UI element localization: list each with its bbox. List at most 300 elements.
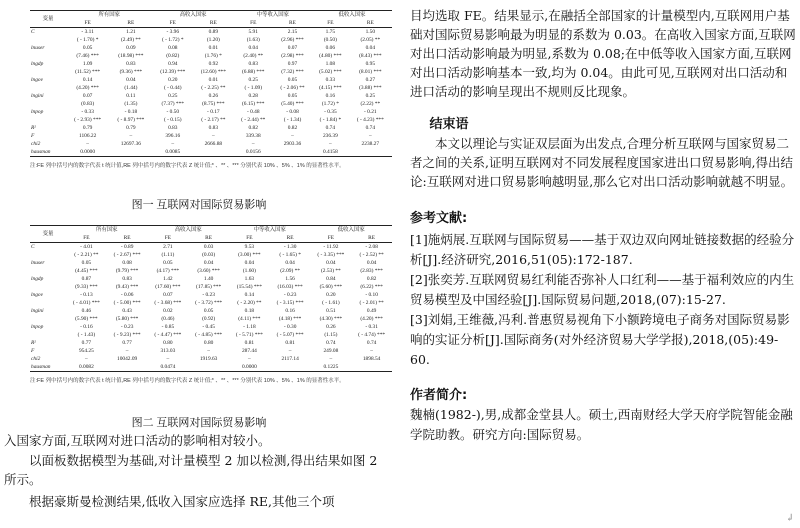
table-cell: – — [166, 356, 170, 362]
table-cell — [351, 363, 392, 372]
conclusion-paragraph: 本文以理论与实证双层面为出发点,合理分析互联网与国家贸易二者之间的关系,证明互联网对不同发展程度国家进出口贸易影响,得出结论:互联网对进口贸易影响越明显,那么它对出口活动影响就越不明显。 — [410, 136, 794, 189]
table-cell: (0.92) — [202, 316, 216, 322]
table-cell: (1.35) — [124, 101, 138, 107]
table-cell: (0.46) — [161, 316, 175, 322]
table-cell: ( - 1.09) — [244, 85, 262, 91]
table-cell: 0.04 — [244, 260, 255, 266]
reference-1: [1]施炳展.互联网与国际贸易——基于双边双向网址链接数据的经验分析[J].经济研究,2016,51(05):172-187. — [410, 232, 795, 267]
row-variable: lngini — [31, 93, 44, 99]
table-cell: (4.80) *** — [319, 53, 342, 59]
table-cell: ( - 4.01) *** — [72, 300, 100, 306]
table-cell: 9.53 — [244, 244, 255, 250]
table-cell: 0.20 — [326, 292, 336, 298]
table-cell: (12.60) *** — [200, 69, 226, 75]
table-cell: 0.77 — [81, 340, 92, 346]
table-cell: (8.01) *** — [359, 69, 382, 75]
header-subcol: RE — [270, 234, 311, 243]
table-cell: 0.08 — [122, 260, 132, 266]
table-cell: (4.17) *** — [156, 268, 180, 274]
table-cell: - 0.48 — [246, 109, 260, 115]
table-cell: - 0.17 — [207, 109, 220, 115]
row-variable — [30, 299, 66, 307]
table-cell: - 0.21 — [364, 109, 377, 115]
table-cell: - 0.13 — [80, 292, 93, 298]
table-cell: - 0.23 — [283, 292, 297, 298]
regression-table-1 — [30, 10, 392, 157]
table-cell: 0.05 — [203, 308, 214, 314]
table-cell: (0.50) — [323, 37, 337, 43]
table-cell: 1106.22 — [78, 133, 97, 139]
table-cell — [188, 363, 229, 372]
table-row — [30, 275, 392, 283]
table-cell: ( - 2.06) ** — [280, 85, 305, 91]
row-variable — [30, 36, 66, 44]
table-cell: ( - 3.15) *** — [276, 300, 304, 306]
table-cell: (1.44) — [124, 85, 138, 91]
table-cell: 0.04 — [285, 260, 295, 266]
table-cell: 0.82 — [366, 276, 377, 282]
table-cell: ( - 2.44) ** — [241, 117, 266, 123]
table-cell — [273, 148, 312, 157]
table-cell: (9.36) *** — [119, 69, 143, 75]
table-row — [30, 84, 392, 92]
table-cell: (4.20) *** — [76, 85, 99, 91]
table-cell: - 0.85 — [161, 324, 175, 330]
row-variable: F — [31, 348, 35, 354]
table-cell: 0.74 — [326, 340, 336, 346]
table-cell: (2.83) *** — [360, 268, 383, 274]
row-variable: lnpop — [31, 324, 44, 330]
table-cell: ( - 1.70) * — [76, 37, 99, 43]
table-cell: ( - 4.23) *** — [356, 117, 384, 123]
row-variable: hausman — [30, 363, 66, 372]
table-cell — [270, 363, 311, 372]
table-cell: - 0.89 — [120, 244, 134, 250]
table-cell: 0.05 — [163, 260, 173, 266]
table-cell: 0.05 — [287, 93, 298, 99]
table-cell: 0.79 — [126, 125, 136, 131]
table-cell: 0.92 — [208, 61, 219, 67]
table-cell: (8.43) *** — [359, 53, 382, 59]
table-cell: (6.22) *** — [360, 284, 383, 290]
row-variable: lngdp — [31, 61, 44, 67]
table-cell: 396.16 — [165, 133, 181, 139]
table-cell: (15.54) *** — [236, 284, 262, 290]
table-cell: ( - 5.71) *** — [235, 332, 263, 338]
table-cell: (2.98) *** — [281, 53, 304, 59]
body-paragraph-3: 根据豪斯曼检测结果,低收入国家应选择 RE,其他三个项 — [29, 494, 335, 509]
reference-3: [3]刘娟,王维薇,冯利.普惠贸易视角下小额跨境电子商务对国际贸易影响的实证分析[J].国际商务(对外经济贸易大学学报),2018,(05):49-60. — [410, 312, 790, 367]
table-cell: - 1.30 — [283, 244, 297, 250]
body-paragraph-1: 入国家方面,互联网对进口活动的影响相对较小。 — [4, 433, 271, 448]
table-cell: 1.50 — [365, 29, 376, 35]
header-subcol: FE — [66, 234, 107, 243]
table-cell: (1.11) — [161, 252, 175, 258]
table-cell: (7.32) *** — [281, 69, 304, 75]
table-cell: (8.75) *** — [202, 101, 225, 107]
table-cell: 0.07 — [287, 45, 298, 51]
table-cell: ( - 2.93) *** — [74, 117, 102, 123]
row-variable: C — [31, 244, 35, 250]
table-cell: 0.14 — [82, 77, 93, 83]
table-cell: - 0.45 — [202, 324, 215, 330]
table-cell: (17.60) *** — [155, 284, 181, 290]
table-cell: 0.83 — [122, 276, 132, 282]
header-subcol: RE — [109, 19, 152, 28]
table-cell: - 11.92 — [323, 244, 339, 250]
table-cell: 0.1225 — [311, 363, 352, 372]
table-cell: 0.4158 — [312, 148, 349, 157]
table-cell: 0.82 — [287, 125, 298, 131]
table-cell: (5.90) *** — [75, 316, 98, 322]
table-cell: (6.88) *** — [242, 69, 265, 75]
row-variable: lnpop — [31, 109, 44, 115]
table-cell: 0.0000 — [66, 148, 109, 157]
table-cell: (4.15) *** — [319, 85, 342, 91]
table-cell: 0.81 — [285, 340, 295, 346]
table-cell: (4.18) *** — [278, 316, 302, 322]
table-cell: - 0.16 — [80, 324, 93, 330]
table-row — [30, 331, 392, 339]
table-row — [30, 92, 392, 100]
row-variable: lngini — [31, 308, 44, 314]
table-row — [30, 100, 392, 108]
table-cell: - 0.30 — [283, 324, 297, 330]
table-cell: 0.26 — [326, 324, 336, 330]
table-cell: ( - 1.61) — [322, 300, 340, 306]
table-cell: 0.04 — [326, 260, 336, 266]
table-cell: 0.04 — [248, 45, 258, 51]
table-cell: 2.15 — [287, 29, 298, 35]
table-row — [30, 323, 392, 331]
table-cell: ( - 1.34) — [283, 117, 302, 123]
row-variable: hausman — [30, 148, 66, 157]
table-cell: 0.05 — [287, 77, 298, 83]
table-row — [30, 108, 392, 116]
right-column — [410, 0, 798, 528]
table-cell: – — [251, 141, 255, 147]
table-cell: 0.0000 — [229, 363, 270, 372]
table-cell: 0.25 — [248, 77, 258, 83]
table-cell: 0.25 — [168, 93, 178, 99]
table-row — [30, 68, 392, 76]
table-cell: 0.79 — [82, 125, 93, 131]
table-row — [30, 243, 392, 252]
header-group: 高收入国家 — [148, 226, 230, 235]
table-cell: – — [368, 133, 372, 139]
table-cell: 2117.14 — [281, 356, 299, 362]
table-cell: ( - 0.15) — [164, 117, 182, 123]
table-cell: 2238.27 — [361, 141, 380, 147]
table-cell: (2.96) *** — [281, 37, 304, 43]
table-row — [30, 60, 392, 68]
table-cell: 954.25 — [78, 348, 94, 354]
table-cell: (1.20) — [206, 37, 220, 43]
row-variable — [30, 84, 66, 92]
row-variable: chi2 — [31, 141, 41, 147]
table-cell: 0.0082 — [66, 363, 107, 372]
table-cell: 0.89 — [208, 29, 219, 35]
table-cell: (1.72) * — [321, 101, 339, 107]
header-group: 低收入国家 — [312, 11, 392, 20]
table-cell: - 0.08 — [286, 109, 299, 115]
header-group: 所有国家 — [66, 226, 148, 235]
header-subcol: FE — [153, 19, 194, 28]
table-cell: 0.03 — [203, 244, 214, 250]
table-cell — [349, 148, 392, 157]
table-cell: (5.02) *** — [319, 69, 342, 75]
table-cell: (5.80) *** — [115, 316, 139, 322]
row-variable: lngov — [31, 292, 43, 298]
table-cell: 1.21 — [126, 29, 136, 35]
table-cell: 0.95 — [365, 61, 376, 67]
table-cell: - 0.33 — [81, 109, 94, 115]
table-cell: 0.16 — [325, 93, 336, 99]
row-variable — [30, 251, 66, 259]
table-row — [30, 339, 392, 347]
table-cell: – — [86, 141, 89, 147]
table-cell: 0.0474 — [148, 363, 189, 372]
table-cell: 0.18 — [244, 308, 255, 314]
table-cell: 0.06 — [325, 45, 336, 51]
table-cell: (2.05) ** — [360, 37, 381, 43]
row-variable: lngdp — [31, 276, 44, 282]
table-row — [30, 307, 392, 315]
table-cell: – — [329, 141, 332, 147]
table-cell: (1.76) * — [204, 53, 222, 59]
table-cell: (4.30) *** — [319, 316, 343, 322]
table-cell: - 3.11 — [81, 29, 94, 35]
table-cell: - 3.96 — [166, 29, 180, 35]
conclusion-heading: 结束语 — [429, 117, 469, 132]
row-variable — [30, 116, 66, 124]
row-variable — [30, 52, 66, 60]
table-row — [30, 283, 392, 291]
table-cell: 0.46 — [81, 308, 92, 314]
table-cell: 1.09 — [82, 61, 93, 67]
table-cell: ( - 2.52) ** — [359, 252, 384, 258]
table-cell: 0.81 — [244, 340, 255, 346]
header-subcol: FE — [66, 19, 109, 28]
table-cell: – — [207, 348, 210, 354]
table-cell: ( - 2.17) ** — [201, 117, 226, 123]
table-cell: 0.83 — [168, 125, 178, 131]
table-cell: (3.88) *** — [359, 85, 382, 91]
table-cell — [109, 148, 152, 157]
table-cell: - 4.01 — [80, 244, 93, 250]
table-cell: 287.44 — [241, 348, 257, 354]
header-subcol: FE — [311, 234, 352, 243]
table-cell: 1.40 — [203, 276, 214, 282]
table-cell: 0.49 — [366, 308, 377, 314]
row-variable — [30, 331, 66, 339]
table-cell: 0.16 — [285, 308, 295, 314]
table-cell: - 0.18 — [124, 109, 138, 115]
table-cell: (1.15) — [324, 332, 338, 338]
row-variable: R² — [31, 340, 36, 346]
table-cell: 1898.54 — [362, 356, 381, 362]
table-cell: (3.00) *** — [238, 252, 261, 258]
table-cell: (0.03) — [202, 252, 216, 258]
table-cell: 0.84 — [326, 276, 336, 282]
table-cell: – — [171, 141, 175, 147]
header-subcol: FE — [148, 234, 189, 243]
table-row — [30, 347, 392, 355]
table-cell: - 0.35 — [324, 109, 337, 115]
table-cell: 0.83 — [208, 125, 219, 131]
table-cell: ( - 0.44) — [164, 85, 182, 91]
row-variable — [30, 315, 66, 323]
table-cell: (2.40) ** — [243, 53, 264, 59]
table-cell: - 0.10 — [365, 292, 378, 298]
table-cell: 1.08 — [325, 61, 336, 67]
table-cell: 0.07 — [163, 292, 173, 298]
table-cell: - 1.18 — [243, 324, 256, 330]
table-cell: 0.97 — [287, 61, 298, 67]
table-cell: - 2.08 — [365, 244, 378, 250]
table-cell: 0.0156 — [234, 148, 273, 157]
header-group: 中等收入国家 — [229, 226, 311, 235]
table-cell: – — [85, 356, 88, 362]
table-cell: ( - 2.20) ** — [237, 300, 262, 306]
table-cell: (18.98) *** — [118, 53, 144, 59]
table-cell: 0.33 — [325, 77, 336, 83]
page-corner-mark: ↲ — [785, 513, 794, 524]
table-row — [30, 267, 392, 275]
table-cell: (9.33) *** — [75, 284, 98, 290]
table-cell: ( - 1.72) * — [162, 37, 184, 43]
table-cell: 0.26 — [208, 93, 219, 99]
table-cell: (0.83) — [81, 101, 95, 107]
table-row — [30, 124, 392, 132]
row-variable: lngov — [31, 77, 43, 83]
table-cell: ( - 3.35) *** — [317, 252, 345, 258]
table-cell: (2.22) ** — [360, 101, 381, 107]
table-cell: - 0.23 — [202, 292, 215, 298]
table-cell: 0.08 — [168, 45, 178, 51]
header-subcol: RE — [349, 19, 392, 28]
table-cell: ( - 1.84) * — [319, 117, 342, 123]
table-cell: 1919.63 — [199, 356, 218, 362]
table-cell: 236.39 — [322, 133, 338, 139]
table-cell: 0.04 — [366, 260, 377, 266]
header-subcol: RE — [188, 234, 229, 243]
table-cell: (17.85) *** — [196, 284, 222, 290]
table-cell: 0.43 — [122, 308, 132, 314]
row-variable — [30, 267, 66, 275]
table-cell: (4.45) *** — [75, 268, 98, 274]
table-cell: (5.60) *** — [319, 284, 343, 290]
table-cell: - 0.50 — [166, 109, 180, 115]
table-cell: 313.03 — [160, 348, 176, 354]
table-cell: – — [291, 133, 294, 139]
row-variable — [30, 100, 66, 108]
table-cell: 0.94 — [168, 61, 178, 67]
table-row — [30, 140, 392, 148]
table-cell: 0.74 — [325, 125, 336, 131]
table-cell: 0.0085 — [153, 148, 194, 157]
header-subcol: RE — [193, 19, 234, 28]
table-cell: 0.04 — [126, 77, 136, 83]
results-paragraph: 目均选取 FE。结果显示,在融括全部国家的计量模型内,互联网用户基础对国际贸易影响最为明显的系数为 0.03。在高收入国家方面,互联网对出口活动影响最为明显,系数为 0.08;在中低等收入国家方面,互联网对出口活动影响基本一致,均为 0.04。由此可见,互联网对出口活动和进口活动的影响呈现出不规则反比现象。 — [410, 8, 796, 99]
table-row — [30, 259, 392, 267]
table-cell: - 0.23 — [120, 324, 134, 330]
table-cell: ( - 4.47) *** — [154, 332, 182, 338]
row-variable — [30, 68, 66, 76]
table-cell: (2.49) ** — [120, 37, 141, 43]
author-bio: 魏楠(1982-),男,成都金堂县人。硕士,西南财经大学天府学院智能金融学院助教。研究方向:国际贸易。 — [410, 407, 793, 442]
table-row — [30, 44, 392, 52]
table-row — [30, 28, 392, 37]
figure-2-caption: 图二 互联网对国际贸易影响 — [131, 417, 267, 429]
row-variable: lnuser — [31, 45, 45, 51]
table-cell: 0.74 — [365, 125, 376, 131]
table-cell: 0.80 — [203, 340, 214, 346]
table-cell: 0.83 — [126, 61, 136, 67]
table-cell — [107, 363, 148, 372]
header-group: 中等收入国家 — [234, 11, 312, 20]
table-cell: 1.56 — [285, 276, 295, 282]
table-cell: ( - 8.97) *** — [117, 117, 145, 123]
table-cell: 1.42 — [163, 276, 173, 282]
header-subcol: RE — [273, 19, 312, 28]
table-cell: ( - 2.25) ** — [201, 85, 226, 91]
table-cell: ( - 9.23) *** — [113, 332, 141, 338]
table-cell: 10042.09 — [117, 356, 138, 362]
table-cell: 1.63 — [244, 276, 255, 282]
table-cell: (0.82) — [166, 53, 180, 59]
table-row — [30, 148, 392, 157]
table-cell: ( - 1.65) * — [279, 252, 301, 258]
regression-table-2 — [30, 225, 392, 372]
table-row — [30, 52, 392, 60]
table-cell: (5.40) *** — [281, 101, 304, 107]
table-row — [30, 315, 392, 323]
header-subcol: RE — [351, 234, 392, 243]
table-cell: ( - 2.67) *** — [113, 252, 141, 258]
row-variable: lnuser — [31, 260, 45, 266]
table-cell: 0.04 — [365, 45, 376, 51]
table-cell: 2666.88 — [204, 141, 223, 147]
table-cell: – — [129, 133, 133, 139]
table-cell: – — [370, 348, 373, 354]
table-cell: 0.25 — [365, 93, 376, 99]
table-cell: 0.09 — [126, 45, 136, 51]
table-cell: – — [329, 356, 333, 362]
table-cell: (4.11) *** — [238, 316, 261, 322]
table-cell: 0.04 — [203, 260, 214, 266]
reference-2: [2]张奕芳.互联网贸易红利能否弥补人口红利——基于福利效应的内生贸易模型及中国经验[J].国际贸易问题,2018,(07):15-27. — [410, 272, 795, 307]
row-variable — [30, 283, 66, 291]
row-variable: C — [31, 29, 35, 35]
header-group: 高收入国家 — [153, 11, 234, 20]
header-subcol: RE — [107, 234, 148, 243]
row-variable: F — [31, 133, 35, 139]
table-cell: 0.77 — [122, 340, 132, 346]
table-cell: 0.07 — [82, 93, 93, 99]
header-group: 低收入国家 — [311, 226, 393, 235]
table-cell: 0.82 — [248, 125, 258, 131]
table-cell: - 0.31 — [365, 324, 378, 330]
table-cell: (3.60) *** — [197, 268, 220, 274]
table-cell: (12.39) *** — [160, 69, 186, 75]
table-cell: 0.87 — [81, 276, 92, 282]
table-cell: 0.74 — [366, 340, 377, 346]
table-cell: ( - 4.74) *** — [358, 332, 386, 338]
table-cell: 0.51 — [326, 308, 336, 314]
table-cell: (1.63) — [246, 37, 260, 43]
figure-1-caption: 图一 互联网对国际贸易影响 — [131, 199, 267, 211]
